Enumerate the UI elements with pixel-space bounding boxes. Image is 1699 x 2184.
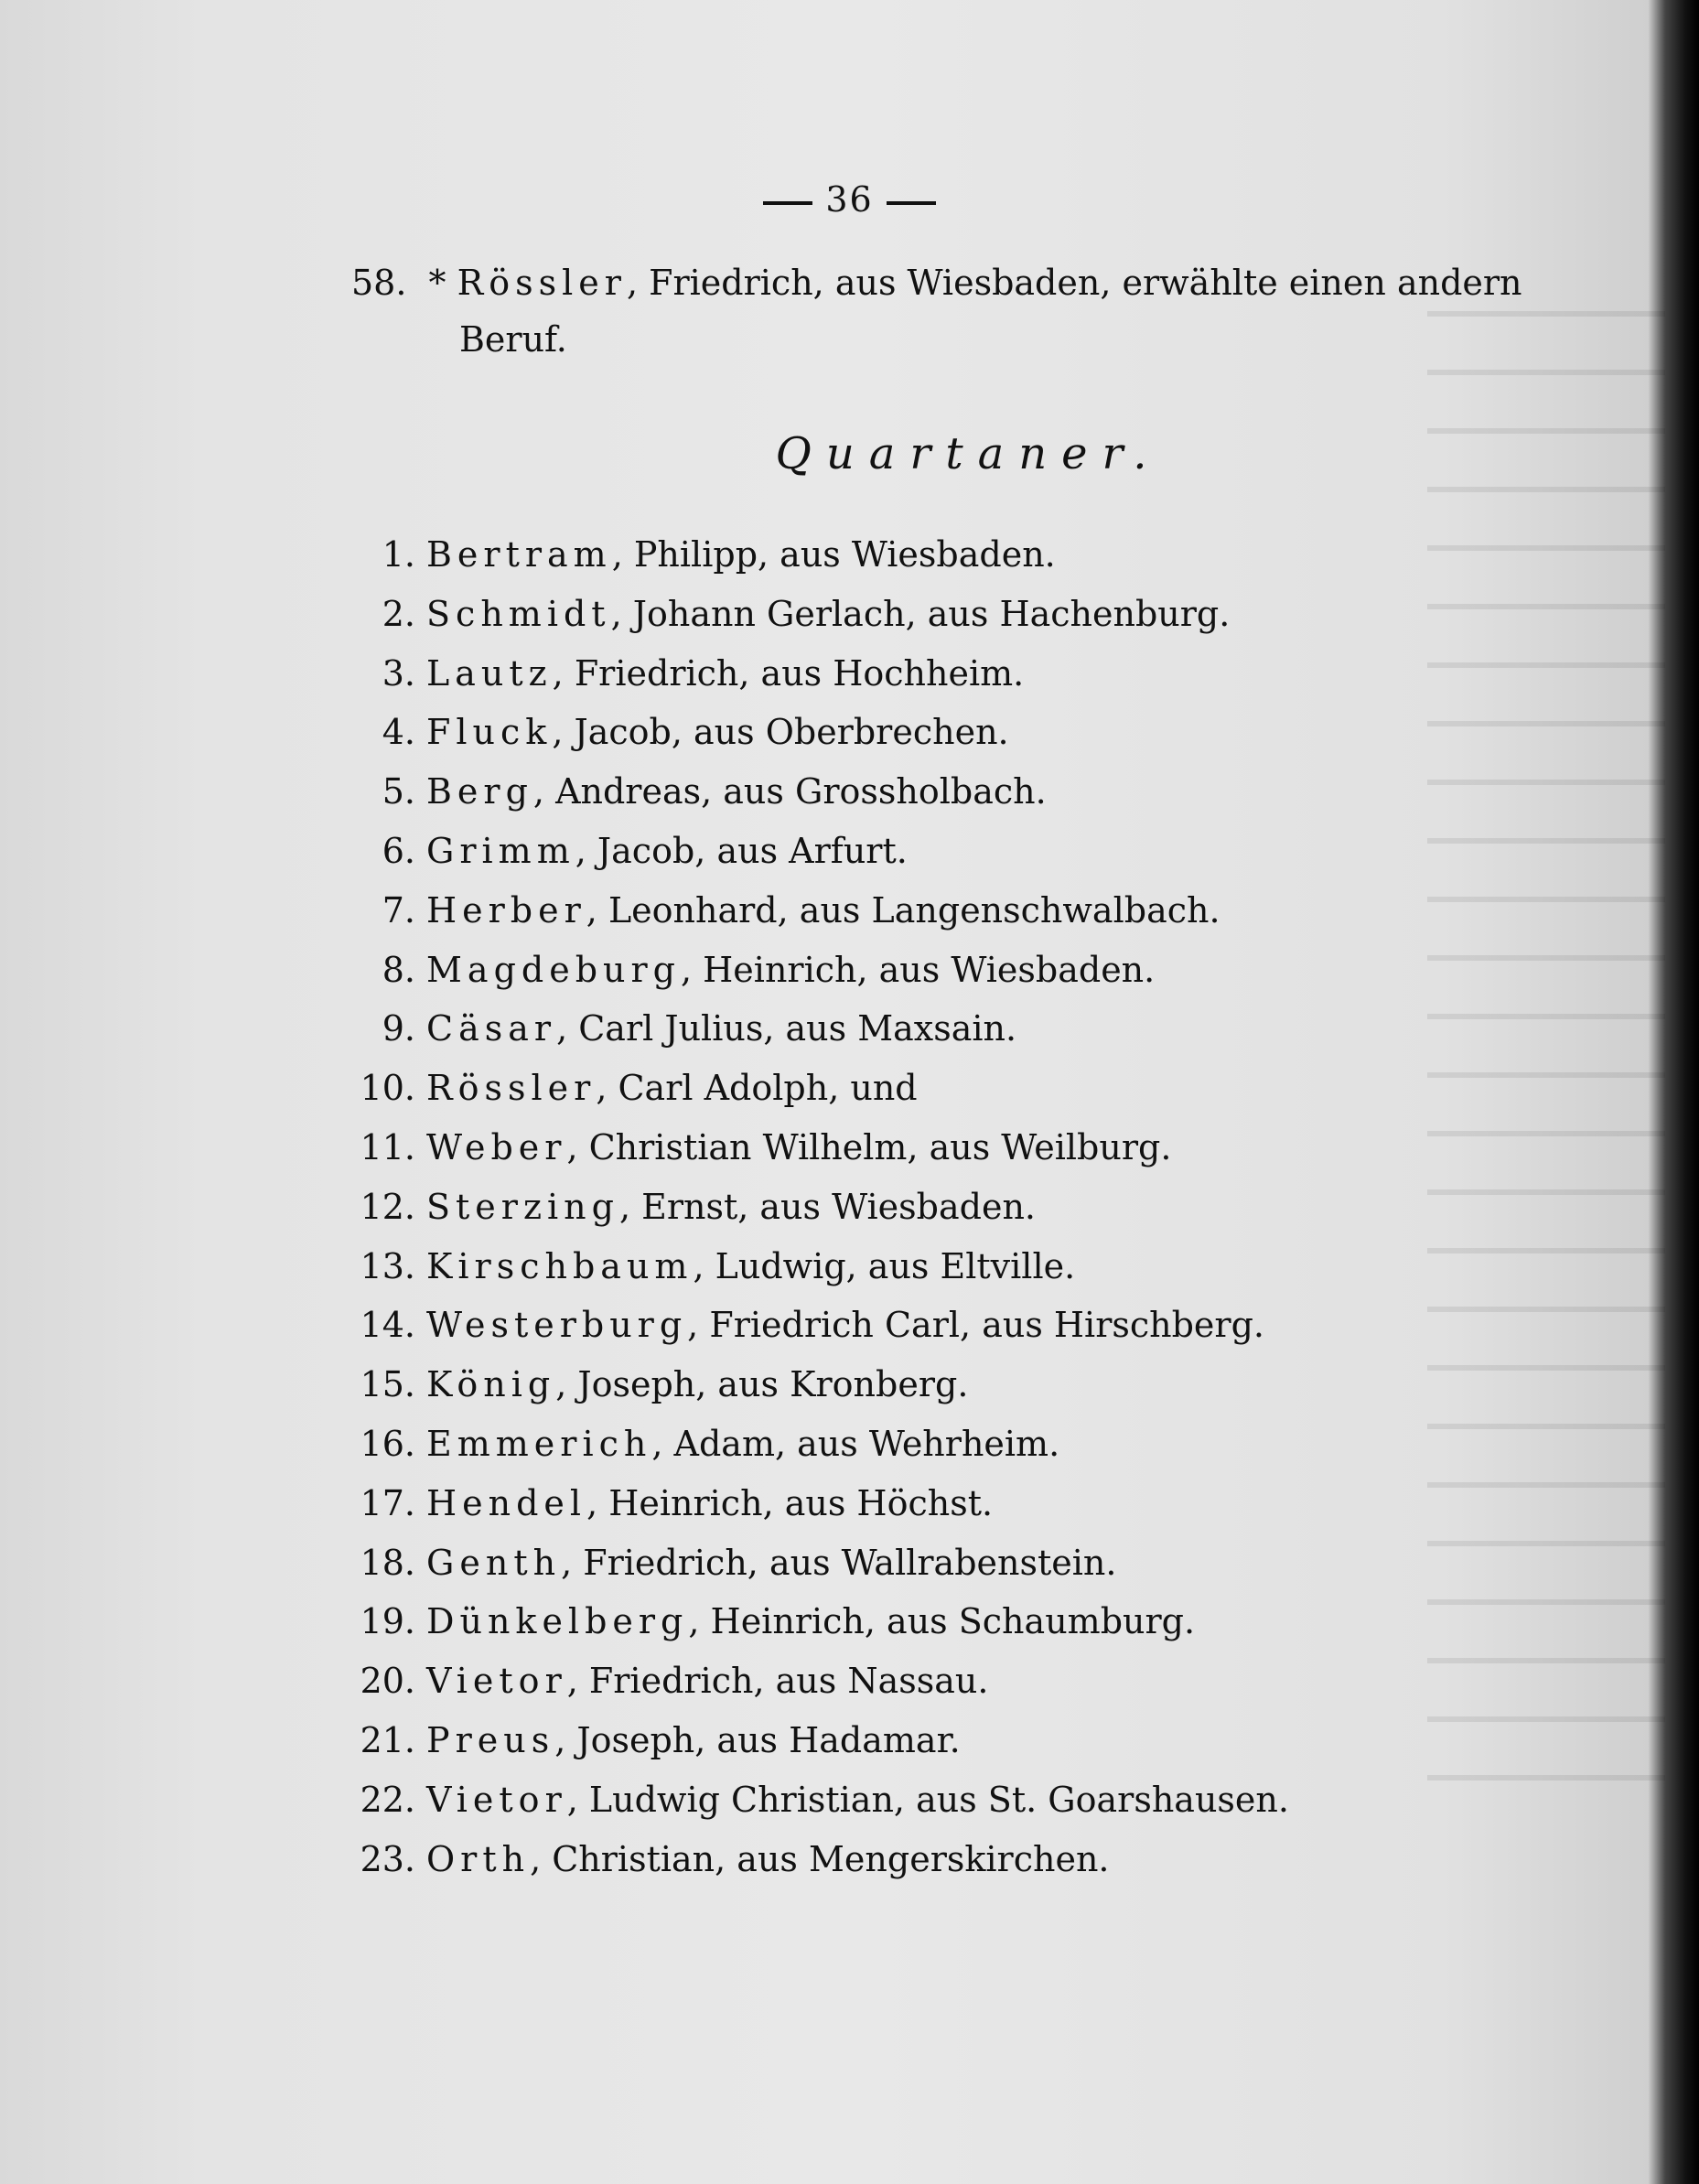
entry-number: 6. — [382, 830, 415, 871]
list-item — [337, 1711, 1636, 1770]
entry-number: 10. — [360, 1068, 415, 1109]
entry-number: 3. — [382, 652, 415, 694]
entry-rest: , Heinrich, aus Wiesbaden. — [681, 949, 1156, 990]
entry-continuation: Beruf. — [459, 319, 567, 360]
entry-rest: , Leonhard, aus Langenschwalbach. — [586, 889, 1220, 931]
entry-rest: , Heinrich, aus Schaumburg. — [688, 1601, 1196, 1642]
entry-surname: Emmerich — [426, 1423, 652, 1464]
list-item — [337, 1592, 1636, 1651]
entry-number: 4. — [382, 712, 415, 753]
list-item — [337, 1415, 1636, 1474]
entry-number: 7. — [382, 889, 415, 931]
entry-rest: , Joseph, aus Kronberg. — [555, 1364, 969, 1405]
entry-surname: Hendel — [426, 1482, 587, 1523]
entry-rest: , Friedrich Carl, aus Hirschberg. — [687, 1305, 1264, 1346]
entry-rest: , Ludwig Christian, aus St. Goarshausen. — [566, 1779, 1289, 1820]
entry-rest: , Carl Adolph, und — [596, 1068, 918, 1109]
list-item — [337, 1770, 1636, 1830]
entry-rest: , Jacob, aus Oberbrechen. — [552, 712, 1009, 753]
list-item — [337, 525, 1636, 585]
entry-number: 1. — [382, 534, 415, 575]
list-item — [337, 822, 1636, 881]
entry-rest: , Adam, aus Wehrheim. — [651, 1423, 1060, 1464]
entry-number: 2. — [382, 593, 415, 634]
header-dash-left — [763, 201, 812, 205]
entry-rest: , Friedrich, aus Wallrabenstein. — [561, 1542, 1117, 1583]
list-item — [337, 1830, 1636, 1889]
entry-rest: , Carl Julius, aus Maxsain. — [556, 1008, 1017, 1049]
entry-surname: Magdeburg — [426, 949, 681, 990]
entry-number: 15. — [360, 1364, 415, 1405]
entry-surname: Vietor — [426, 1779, 567, 1820]
entry-number: 14. — [360, 1305, 415, 1346]
entry-number: 58. — [351, 263, 407, 303]
page-header — [0, 179, 1699, 220]
list-item — [337, 1118, 1636, 1178]
student-list — [337, 525, 1636, 1888]
page-edge — [1665, 0, 1699, 2184]
list-item — [337, 1355, 1636, 1415]
entry-rest: , Johann Gerlach, aus Hachenburg. — [610, 593, 1231, 634]
entry-number: 22. — [360, 1779, 415, 1820]
entry-surname: Genth — [426, 1542, 562, 1583]
entry-58 — [351, 254, 1577, 368]
entry-number: 18. — [360, 1542, 415, 1583]
entry-number: 20. — [360, 1661, 415, 1702]
list-item — [337, 703, 1636, 762]
entry-rest: , Philipp, aus Wiesbaden. — [611, 534, 1056, 575]
section-title: Quartaner. — [775, 428, 1162, 479]
entry-number: 19. — [360, 1601, 415, 1642]
list-item — [337, 1651, 1636, 1711]
entry-asterisk: * — [428, 263, 446, 303]
entry-number: 17. — [360, 1482, 415, 1523]
entry-number: 12. — [360, 1186, 415, 1227]
entry-surname: Kirschbaum — [426, 1245, 694, 1286]
page-number: 36 — [825, 179, 874, 220]
entry-rest: , Friedrich, aus Hochheim. — [552, 652, 1025, 694]
entry-number: 11. — [360, 1126, 415, 1167]
list-item — [337, 1474, 1636, 1533]
list-item — [337, 1059, 1636, 1118]
list-item — [337, 1296, 1636, 1355]
entry-rest: , Christian, aus Mengerskirchen. — [530, 1838, 1110, 1879]
list-item — [337, 585, 1636, 644]
entry-surname: Westerburg — [426, 1305, 688, 1346]
entry-rest: , Christian Wilhelm, aus Weilburg. — [566, 1126, 1172, 1167]
entry-rest: , Jacob, aus Arfurt. — [575, 830, 908, 871]
entry-surname: Orth — [426, 1838, 531, 1879]
entry-surname: Cäsar — [426, 1008, 557, 1049]
entry-surname: Preus — [426, 1719, 555, 1760]
list-item — [337, 1237, 1636, 1296]
list-item — [337, 762, 1636, 822]
entry-surname: Bertram — [426, 534, 612, 575]
entry-number: 13. — [360, 1245, 415, 1286]
list-item — [337, 881, 1636, 941]
entry-surname: Dünkelberg — [426, 1601, 689, 1642]
entry-surname: Berg — [426, 771, 533, 812]
list-item — [337, 941, 1636, 1000]
entry-number: 8. — [382, 949, 415, 990]
entry-rest: , Friedrich, aus Nassau. — [566, 1661, 989, 1702]
entry-number: 23. — [360, 1838, 415, 1879]
entry-number: 16. — [360, 1423, 415, 1464]
entry-surname: Rössler — [457, 263, 627, 303]
entry-rest: , Heinrich, aus Höchst. — [586, 1482, 994, 1523]
entry-number: 9. — [382, 1008, 415, 1049]
entry-rest: , Friedrich, aus Wiesbaden, erwählte einen andern — [626, 263, 1522, 303]
entry-surname: Herber — [426, 889, 586, 931]
entry-surname: Vietor — [426, 1661, 567, 1702]
entry-number: 21. — [360, 1719, 415, 1760]
entry-surname: Fluck — [426, 712, 553, 753]
entry-surname: Lautz — [426, 652, 553, 694]
list-item — [337, 999, 1636, 1059]
list-item — [337, 1178, 1636, 1237]
entry-surname: Grimm — [426, 830, 575, 871]
entry-rest: , Ernst, aus Wiesbaden. — [618, 1186, 1036, 1227]
entry-surname: Weber — [426, 1126, 567, 1167]
entry-rest: , Andreas, aus Grossholbach. — [532, 771, 1047, 812]
entry-rest: , Ludwig, aus Eltville. — [693, 1245, 1076, 1286]
entry-surname: Sterzing — [426, 1186, 619, 1227]
entry-surname: König — [426, 1364, 556, 1405]
list-item — [337, 1533, 1636, 1593]
header-dash-right — [887, 201, 936, 205]
entry-surname: Schmidt — [426, 593, 611, 634]
entry-surname: Rössler — [426, 1068, 597, 1109]
entry-rest: , Joseph, aus Hadamar. — [554, 1719, 961, 1760]
list-item — [337, 644, 1636, 704]
entry-number: 5. — [382, 771, 415, 812]
